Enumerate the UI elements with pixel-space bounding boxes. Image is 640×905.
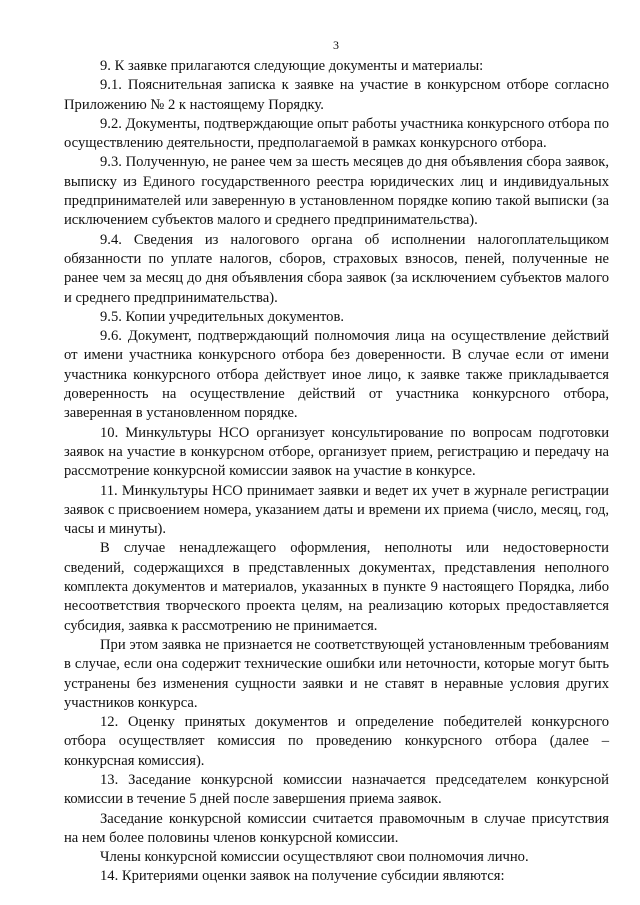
paragraph-9-1: 9.1. Пояснительная записка к заявке на участие в конкурсном отборе согласно Приложению № 2 к настоящему Порядку. (64, 77, 609, 113)
paragraph-12: 12. Оценку принятых документов и определение победителей конкурсного отбора осуществляет комиссия по проведению конкурсного отбора (далее – конкурсная комиссия). (64, 714, 609, 769)
paragraph-11: 11. Минкультуры НСО принимает заявки и ведет их учет в журнале регистрации заявок с присвоением номера, указанием даты и времени их приема (число, месяц, год, часы и минуты). (64, 482, 609, 538)
paragraph-9-3: 9.3. Полученную, не ранее чем за шесть месяцев до дня объявления сбора заявок, выписку из Единого государственного реестра юридических лиц и индивидуальных предпринимателей или заверенную в установленном порядке копию такой выписки (за исключением субъектов малого и среднего предпринимательства). (64, 154, 609, 229)
paragraph-13-members: Члены конкурсной комиссии осуществляют свои полномочия лично. (100, 849, 529, 866)
paragraph-13-quorum: Заседание конкурсной комиссии считается правомочным в случае присутствия на нем более половины членов конкурсной комиссии. (64, 810, 609, 846)
paragraph-13: 13. Заседание конкурсной комиссии назначается председателем конкурсной комиссии в течение 5 дней после завершения приема заявок. (64, 771, 609, 808)
page-number: 3 (333, 38, 339, 52)
paragraph-11-technical-errors: При этом заявка не признается не соответствующей установленным требованиям в случае, если она содержит технические ошибки или неточности, которые могут быть устранены без изменения сущности заявки и не ставят в неравные условия других участников конкурса. (64, 636, 609, 711)
paragraph-14: 14. Критериями оценки заявок на получение субсидии являются: (100, 868, 505, 885)
document-body (64, 57, 609, 887)
paragraph-9-6: 9.6. Документ, подтверждающий полномочия лица на осуществление действий от имени участника конкурсного отбора без доверенности. В случае если от имени участника конкурсного отбора действует иное лицо, к заявке также прикладывается доверенность на осуществление действий от участника конкурсного отбора, заверенная в установленном порядке. (64, 328, 609, 422)
paragraph-9-5: 9.5. Копии учредительных документов. (100, 308, 344, 325)
paragraph-10: 10. Минкультуры НСО организует консультирование по вопросам подготовки заявок на участие в конкурсном отборе, организует прием, регистрацию и передачу на рассмотрение конкурсной комиссии заявок на участие в конкурсе. (64, 424, 609, 480)
paragraph-9: 9. К заявке прилагаются следующие документы и материалы: (100, 58, 484, 74)
paragraph-9-2: 9.2. Документы, подтверждающие опыт работы участника конкурсного отбора по осуществлению деятельности, предполагаемой в рамках конкурсного отбора. (64, 115, 609, 152)
paragraph-9-4: 9.4. Сведения из налогового органа об исполнении налогоплательщиком обязанности по уплате налогов, сборов, страховых взносов, пеней, полученные не ранее чем за месяц до дня объявления сбора заявок (за исключением субъектов малого и среднего предпринимательства). (64, 231, 609, 306)
paragraph-11-rejection: В случае ненадлежащего оформления, неполноты или недостоверности сведений, содержащихся в представленных документах, представления неполного комплекта документов и материалов, указанных в пункте 9 настоящего Порядка, либо несоответствия творческого проекта целям, на реализацию которых предоставляется субсидия, заявка к рассмотрению не принимается. (64, 540, 609, 634)
